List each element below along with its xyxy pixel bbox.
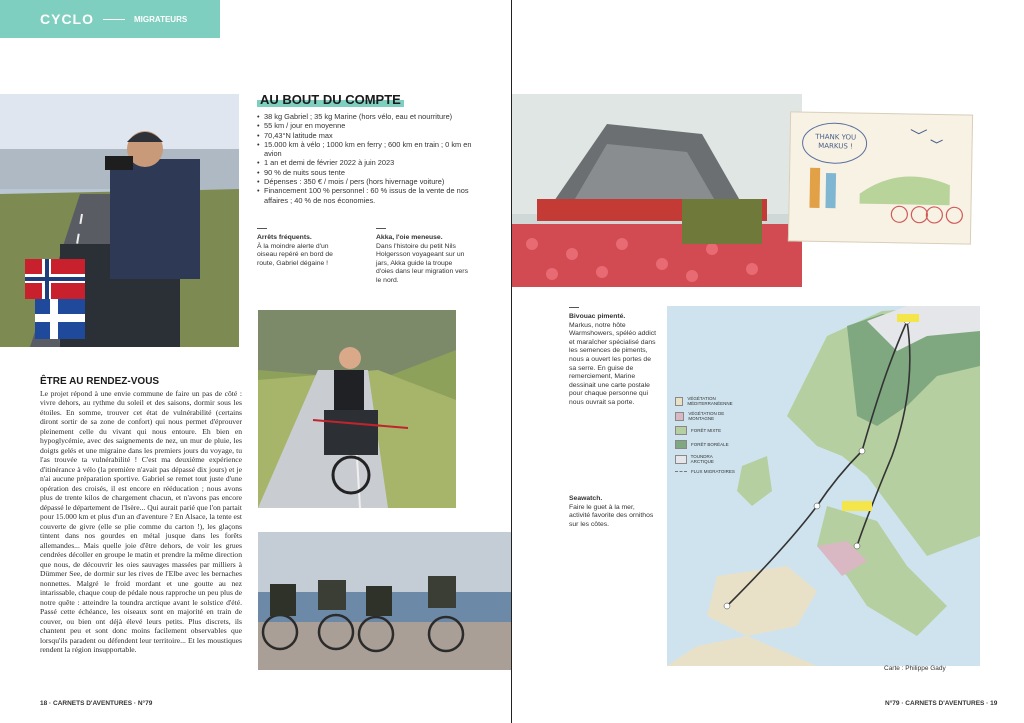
photo-binoculars (0, 94, 239, 347)
facts-list (257, 112, 479, 205)
fact-item: • 1 an et demi de février 2022 à juin 2023 (257, 158, 479, 167)
postcard-text: THANK YOU MARKUS ! (815, 132, 857, 151)
caption-akka: Akka, l'oie meneuse. Dans l'histoire du petit Nils Holgersson voyageant sur un jars, Akka guide la troupe d'oies dans leur migration vers le nord. (376, 228, 471, 286)
left-page (0, 0, 511, 723)
caption-bivouac: Bivouac pimenté. Markus, notre hôte Warmshowers, spéléo addict et maraîcher spécialisé dans les semences de piments, nous a ouvert les portes de sa serre. En guise de remerciement, Marine dessinait une carte postale pour chaque personne qui nous ouvrait sa porte. (569, 307, 657, 408)
photo-greenhouse (512, 94, 802, 287)
folio-left: 18 · CARNETS D'AVENTURES · N°79 (40, 700, 153, 707)
map-legend: VÉGÉTATION MÉDITERRANÉENNE VÉGÉTATION DE MONTAGNE FORÊT MIXTE FORÊT BORÉALE TOUNDRA ARCTIQUE FLUX MIGRATOIRES (675, 396, 735, 479)
right-page (512, 0, 1023, 723)
photo-road-cyclist (258, 310, 456, 508)
section-tab (0, 0, 220, 38)
map-europe (667, 306, 980, 666)
caption-seawatch: Seawatch. Faire le guet à la mer, activité favorite des ornithos sur les côtes. (569, 495, 654, 528)
caption-arrets: Arrêts fréquents. À la moindre alerte d'un oiseau repéré en bord de route, Gabriel dégaine ! (257, 228, 347, 268)
section-label: CYCLO (40, 11, 94, 27)
photo-seawatch (258, 532, 511, 670)
map-credit: Carte : Philippe Gady (884, 665, 946, 672)
article-paragraph: Le projet répond à une envie commune de faire un pas de côté : vivre dehors, au rythme du soleil et des saisons, dormir sous les étoiles. En somme, trouver cet état de vulnérabilité (certains diront sortir de sa zone de confort) qui nous permet d'éprouver pleinement celle du vivant qui nous entoure. Eh bien en hypoglycémie, avec des saignements de nez, un mur de pluie, les doigts gelés et une migraine dans les premiers jours du voyage, tu l'as trouvée ta vulnérabilité ! C'est ma deuxième expérience d'itinérance à vélo (la première n'avait pas dépassé dix jours) et je n'ai aucune préparation sportive. Gabriel se remet tout juste d'une opération des croisés, il est encore en rééducation ; nous avons plus de trente kilos de chargement chacun, et n'avons pas encore dépassé le département de l'Isère... Qui aurait parié que l'on partait pour 15.000 km et plus d'un an d'aventure ? En Alsace, la tente est couverte de givre (elle se plie comme du carton !), les glaçons tintent dans nos gourdes en métal jusque dans les forêts allemandes... Mais quelle joie d'être dehors, de voir les grues cendrées décoller en groupe le matin et prendre la même direction que nous, de découvrir les oies sauvages massées par milliers à Dümmer See, de dormir sur les rives de l'Elbe avec les bernaches nonnettes. Malgré le froid mordant et une goutte au nez intarissable, chaque coup de pédale nous rapproche un peu plus de notre quête : atteindre la toundra arctique avant le solstice d'été. Passé cette échéance, les oiseaux sont en majorité en train de couver, ou bien ont déjà élevé leurs petits. Plus discrets, ils chantent peu et sont donc moins facilement observables que lorsqu'ils paradent ou défendent leur territoire... Et les moustiques rendent la région insupportable. (40, 388, 242, 654)
facts-title: AU BOUT DU COMPTE (257, 92, 479, 107)
article-body (40, 377, 242, 687)
tab-divider (103, 19, 125, 20)
fact-item: • 55 km / jour en moyenne (257, 121, 479, 130)
fact-item: • 70,43°N latitude max (257, 131, 479, 140)
fact-item: • 90 % de nuits sous tente (257, 168, 479, 177)
postcard (788, 111, 973, 244)
article-heading: ÊTRE AU RENDEZ-VOUS (40, 376, 160, 387)
fact-item: • 38 kg Gabriel ; 35 kg Marine (hors vélo, eau et nourriture) (257, 112, 479, 121)
fact-item: • Dépenses : 350 € / mois / pers (hors hivernage voiture) (257, 177, 479, 186)
subsection-label: MIGRATEURS (134, 14, 188, 24)
fact-item: • Financement 100 % personnel : 60 % issus de la vente de nos affaires ; 40 % de nos économies. (257, 186, 479, 205)
folio-right: N°79 · CARNETS D'AVENTURES · 19 (885, 700, 998, 707)
facts-box (257, 92, 479, 205)
fact-item: • 15.000 km à vélo ; 1000 km en ferry ; 600 km en train ; 0 km en avion (257, 140, 479, 159)
